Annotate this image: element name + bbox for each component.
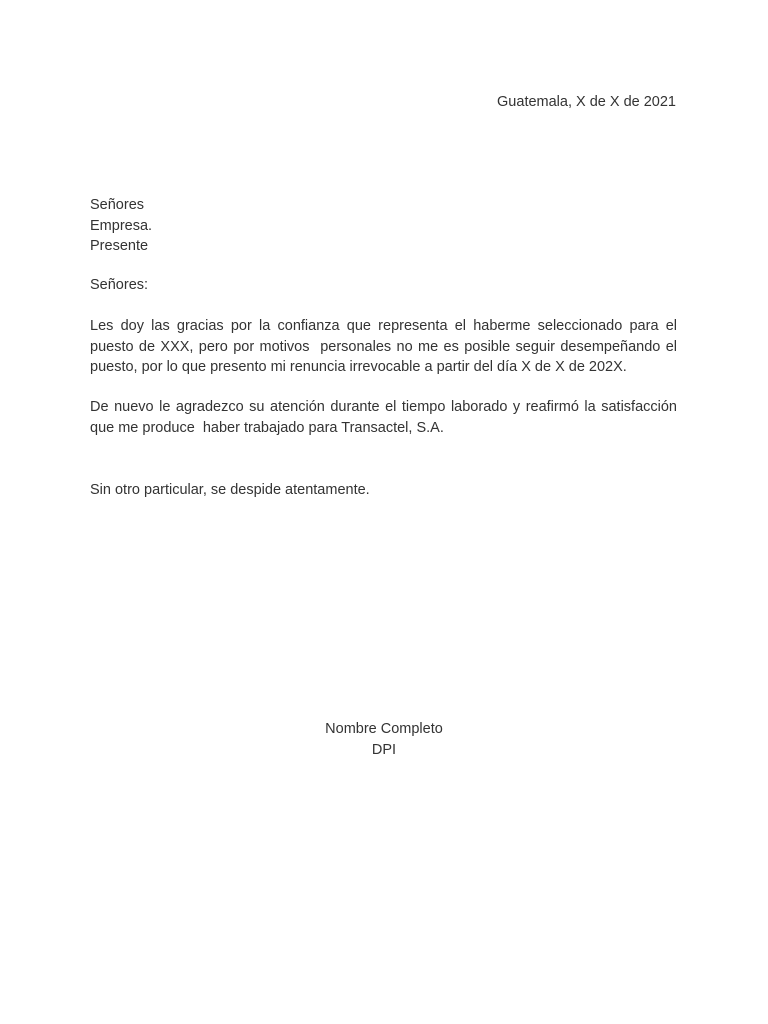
signature-id-label: DPI: [371, 741, 397, 758]
signature-name: Nombre Completo: [325, 721, 443, 737]
recipient-line-3: Presente: [90, 238, 149, 254]
body-paragraph-2: De nuevo le agradezco su atención durante el tiempo laborado y reafirmó la satisfacción que me produce haber trabajado para Transactel, S.A.: [90, 399, 682, 436]
recipient-block: [90, 195, 152, 257]
recipient-line-1: Señores: [90, 197, 145, 213]
signature-block: [0, 719, 768, 760]
closing-line: Sin otro particular, se despide atentamente.: [90, 482, 370, 498]
letter-date: Guatemala, X de X de 2021: [497, 94, 676, 110]
body-paragraph-1: Les doy las gracias por la confianza que representa el haberme seleccionado para el puesto de XXX, pero por motivos personales no me es posible seguir desempeñando el puesto, por lo que presento mi renuncia irrevocable a partir del día X de X de 202X.: [90, 318, 682, 375]
recipient-line-2: Empresa.: [90, 217, 153, 234]
salutation: Señores:: [90, 277, 149, 293]
